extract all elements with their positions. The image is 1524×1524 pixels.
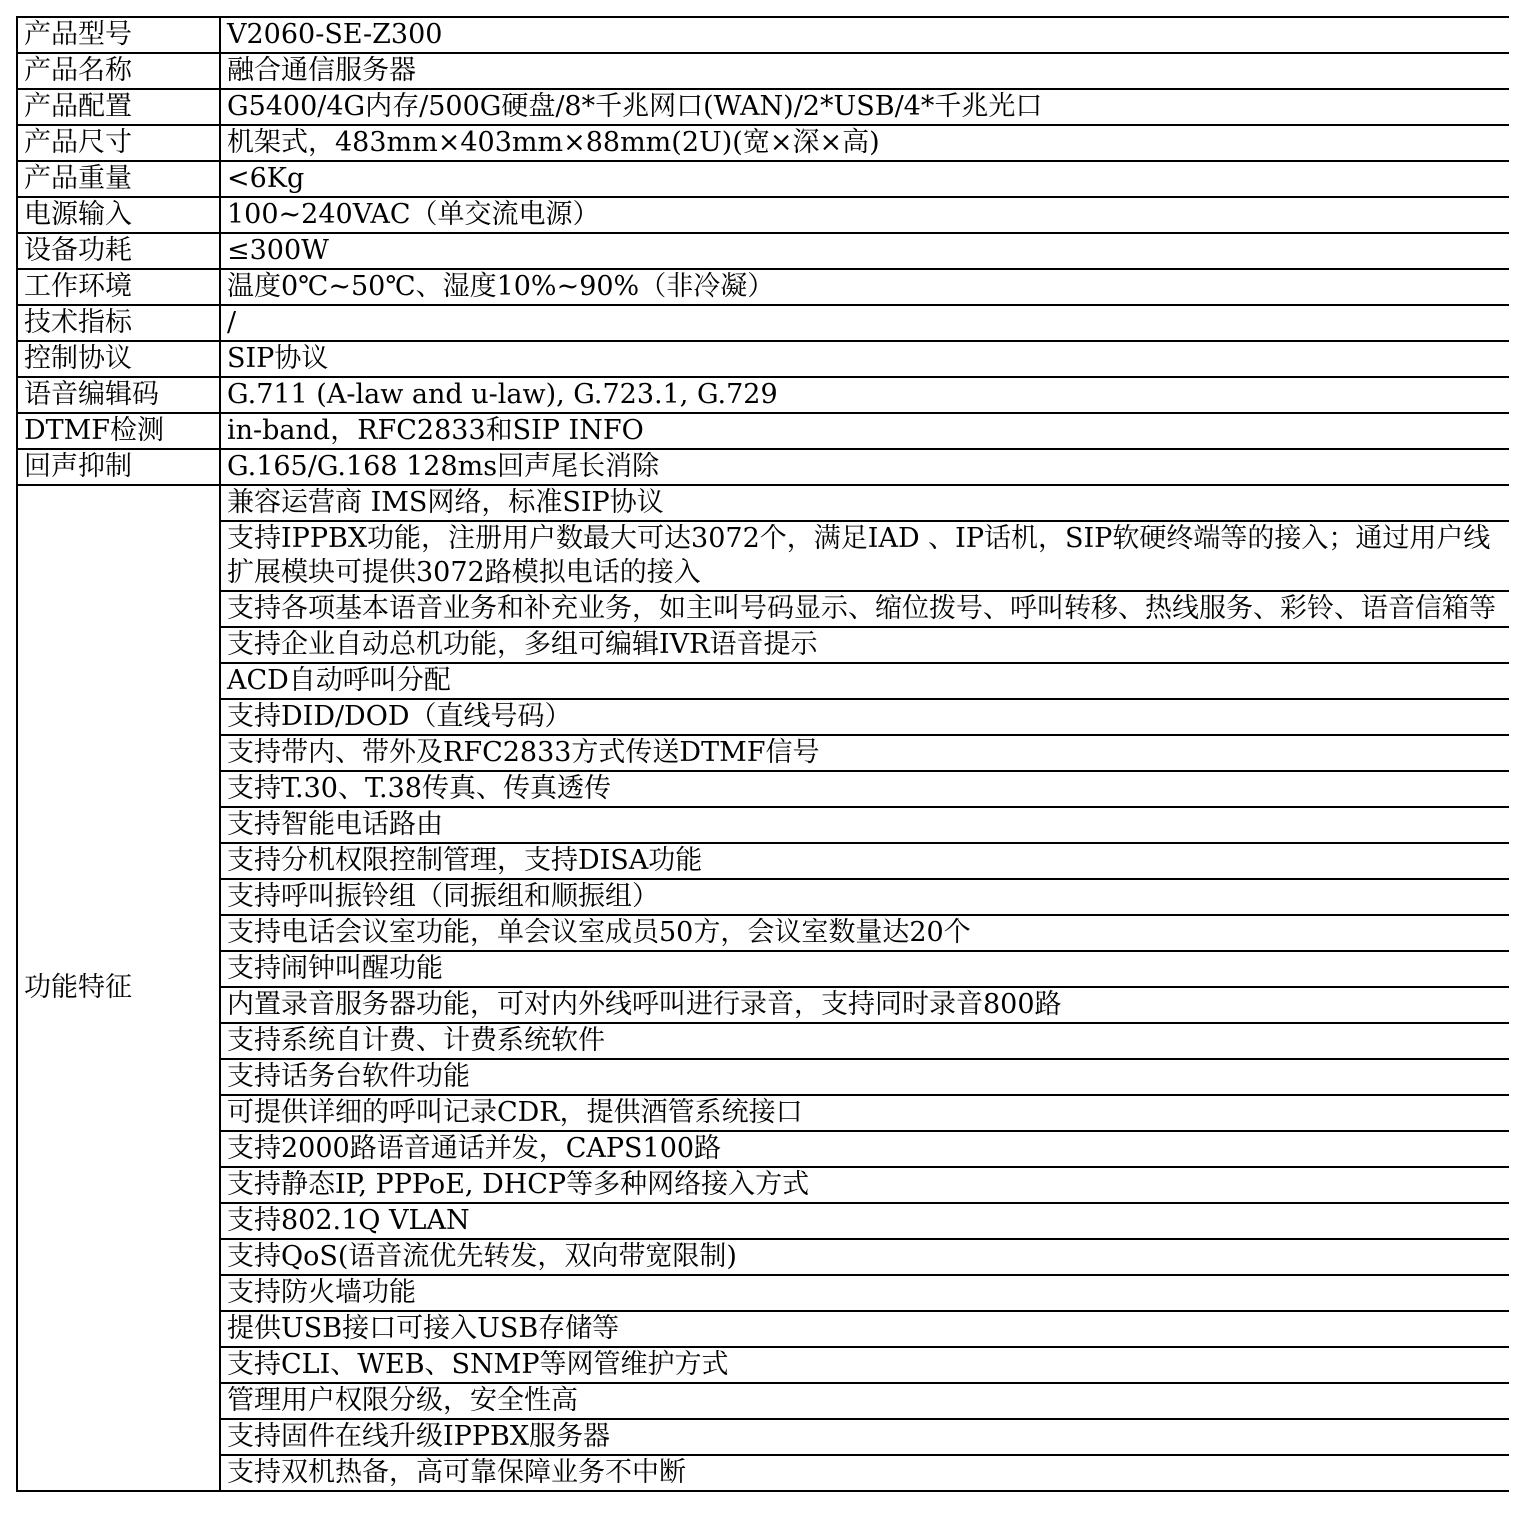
feature-item: 支持呼叫振铃组（同振组和顺振组）: [220, 879, 1509, 915]
spec-value: 100~240VAC（单交流电源）: [220, 197, 1509, 233]
feature-row: [17, 1059, 1509, 1095]
spec-sheet: [16, 16, 1509, 1508]
feature-item: 支持802.1Q VLAN: [220, 1203, 1509, 1239]
feature-item: 支持闹钟叫醒功能: [220, 951, 1509, 987]
spec-table: [16, 16, 1509, 1492]
spec-value: SIP协议: [220, 341, 1509, 377]
spec-row-weight: [17, 161, 1509, 197]
feature-row: [17, 1311, 1509, 1347]
feature-item: 支持DID/DOD（直线号码）: [220, 699, 1509, 735]
spec-row-protocol: [17, 341, 1509, 377]
spec-row-power-consumption: [17, 233, 1509, 269]
feature-row: [17, 1419, 1509, 1455]
spec-label: 产品尺寸: [17, 125, 220, 161]
feature-item: 支持话务台软件功能: [220, 1059, 1509, 1095]
spec-value: in-band，RFC2833和SIP INFO: [220, 413, 1509, 449]
feature-row: [17, 915, 1509, 951]
feature-item: 支持防火墙功能: [220, 1275, 1509, 1311]
spec-label: 产品名称: [17, 53, 220, 89]
feature-item: 提供USB接口可接入USB存储等: [220, 1311, 1509, 1347]
spec-value: /: [220, 305, 1509, 341]
feature-item: 支持带内、带外及RFC2833方式传送DTMF信号: [220, 735, 1509, 771]
spec-label: 工作环境: [17, 269, 220, 305]
feature-row: [17, 1239, 1509, 1275]
feature-item: 支持IPPBX功能，注册用户数最大可达3072个，满足IAD 、IP话机，SIP软硬终端等的接入；通过用户线扩展模块可提供3072路模拟电话的接入: [220, 521, 1509, 591]
spec-table-body: [17, 17, 1509, 1491]
feature-row: [17, 485, 1509, 521]
feature-item: 支持系统自计费、计费系统软件: [220, 1023, 1509, 1059]
spec-value: G.711 (A-law and u-law), G.723.1, G.729: [220, 377, 1509, 413]
spec-label: 语音编辑码: [17, 377, 220, 413]
spec-row-codec: [17, 377, 1509, 413]
feature-row: [17, 521, 1509, 591]
spec-value: V2060-SE-Z300: [220, 17, 1509, 53]
spec-label: 回声抑制: [17, 449, 220, 485]
spec-row-environment: [17, 269, 1509, 305]
feature-row: [17, 699, 1509, 735]
feature-row: [17, 1095, 1509, 1131]
feature-item: 内置录音服务器功能，可对内外线呼叫进行录音，支持同时录音800路: [220, 987, 1509, 1023]
features-label: 功能特征: [17, 485, 220, 1491]
spec-value: <6Kg: [220, 161, 1509, 197]
feature-row: [17, 843, 1509, 879]
feature-row: [17, 591, 1509, 627]
feature-row: [17, 735, 1509, 771]
feature-row: [17, 1167, 1509, 1203]
spec-row-name: [17, 53, 1509, 89]
spec-row-echo: [17, 449, 1509, 485]
spec-row-power-input: [17, 197, 1509, 233]
spec-label: 控制协议: [17, 341, 220, 377]
feature-row: [17, 627, 1509, 663]
feature-item: 支持QoS(语音流优先转发，双向带宽限制): [220, 1239, 1509, 1275]
spec-label: 电源输入: [17, 197, 220, 233]
feature-item: 兼容运营商 IMS网络，标准SIP协议: [220, 485, 1509, 521]
spec-value: G.165/G.168 128ms回声尾长消除: [220, 449, 1509, 485]
spec-label: 产品配置: [17, 89, 220, 125]
feature-item: 支持2000路语音通话并发，CAPS100路: [220, 1131, 1509, 1167]
spec-row-size: [17, 125, 1509, 161]
feature-item: 支持企业自动总机功能，多组可编辑IVR语音提示: [220, 627, 1509, 663]
feature-row: [17, 879, 1509, 915]
feature-item: ACD自动呼叫分配: [220, 663, 1509, 699]
feature-row: [17, 1383, 1509, 1419]
spec-label: DTMF检测: [17, 413, 220, 449]
feature-row: [17, 1347, 1509, 1383]
feature-item: 支持T.30、T.38传真、传真透传: [220, 771, 1509, 807]
feature-row: [17, 1023, 1509, 1059]
spec-row-config: [17, 89, 1509, 125]
feature-item: 管理用户权限分级，安全性高: [220, 1383, 1509, 1419]
spec-row-model: [17, 17, 1509, 53]
spec-row-dtmf: [17, 413, 1509, 449]
feature-item: 支持静态IP, PPPoE, DHCP等多种网络接入方式: [220, 1167, 1509, 1203]
spec-value: 融合通信服务器: [220, 53, 1509, 89]
feature-row: [17, 1275, 1509, 1311]
spec-value: 机架式，483mm×403mm×88mm(2U)(宽×深×高): [220, 125, 1509, 161]
feature-row: [17, 807, 1509, 843]
feature-row: [17, 1131, 1509, 1167]
spec-label: 技术指标: [17, 305, 220, 341]
spec-label: 产品重量: [17, 161, 220, 197]
feature-item: 支持双机热备，高可靠保障业务不中断: [220, 1455, 1509, 1491]
feature-row: [17, 771, 1509, 807]
feature-item: 支持电话会议室功能，单会议室成员50方，会议室数量达20个: [220, 915, 1509, 951]
feature-row: [17, 987, 1509, 1023]
feature-item: 支持CLI、WEB、SNMP等网管维护方式: [220, 1347, 1509, 1383]
spec-row-tech-index: [17, 305, 1509, 341]
spec-value: ≤300W: [220, 233, 1509, 269]
feature-row: [17, 663, 1509, 699]
spec-label: 产品型号: [17, 17, 220, 53]
spec-label: 设备功耗: [17, 233, 220, 269]
feature-item: 可提供详细的呼叫记录CDR，提供酒管系统接口: [220, 1095, 1509, 1131]
feature-item: 支持各项基本语音业务和补充业务，如主叫号码显示、缩位拨号、呼叫转移、热线服务、彩铃、语音信箱等: [220, 591, 1509, 627]
feature-item: 支持固件在线升级IPPBX服务器: [220, 1419, 1509, 1455]
feature-item: 支持智能电话路由: [220, 807, 1509, 843]
spec-value: 温度0℃~50℃、湿度10%~90%（非冷凝）: [220, 269, 1509, 305]
feature-item: 支持分机权限控制管理，支持DISA功能: [220, 843, 1509, 879]
feature-row: [17, 951, 1509, 987]
feature-row: [17, 1455, 1509, 1491]
spec-value: G5400/4G内存/500G硬盘/8*千兆网口(WAN)/2*USB/4*千兆光口: [220, 89, 1509, 125]
feature-row: [17, 1203, 1509, 1239]
